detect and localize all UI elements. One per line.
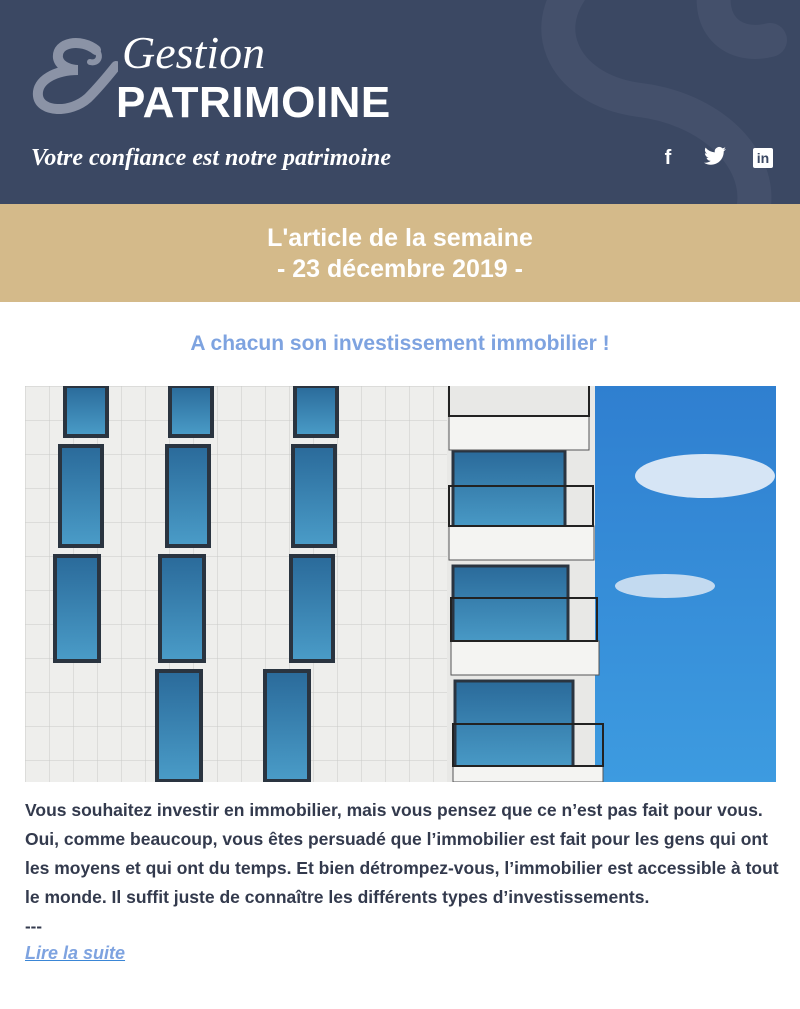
logo-gestion: Gestion xyxy=(122,27,266,78)
article-content xyxy=(25,796,785,966)
weekly-article-banner xyxy=(0,204,800,302)
twitter-icon[interactable] xyxy=(703,146,727,170)
logo-patrimoine: PATRIMOINE xyxy=(116,78,391,127)
background-ampersand xyxy=(470,0,800,204)
separator: --- xyxy=(25,917,42,936)
header xyxy=(0,0,800,204)
article-title[interactable]: A chacun son investissement immobilier ! xyxy=(190,332,610,355)
read-more-link[interactable]: Lire la suite xyxy=(25,943,126,963)
banner-date: - 23 décembre 2019 - xyxy=(277,255,523,283)
article-body: Vous souhaitez investir en immobilier, mais vous pensez que ce n’est pas fait pour vous. Oui, comme beaucoup, vous êtes persuadé que l’immobilier est fait pour les gens qui ont les moyens et qui ont du temps. Et bien détrompez-vous, l’immobilier est accessible à tout le monde. Il suffit juste de connaître les différents types d’investissements. xyxy=(25,800,779,907)
article-image[interactable] xyxy=(25,386,776,782)
tagline: Votre confiance est notre patrimoine xyxy=(31,145,391,171)
linkedin-icon[interactable]: in xyxy=(753,148,773,168)
facebook-icon[interactable]: f xyxy=(664,147,672,169)
logo-ampersand xyxy=(26,36,118,114)
banner-title: L'article de la semaine xyxy=(267,224,533,252)
